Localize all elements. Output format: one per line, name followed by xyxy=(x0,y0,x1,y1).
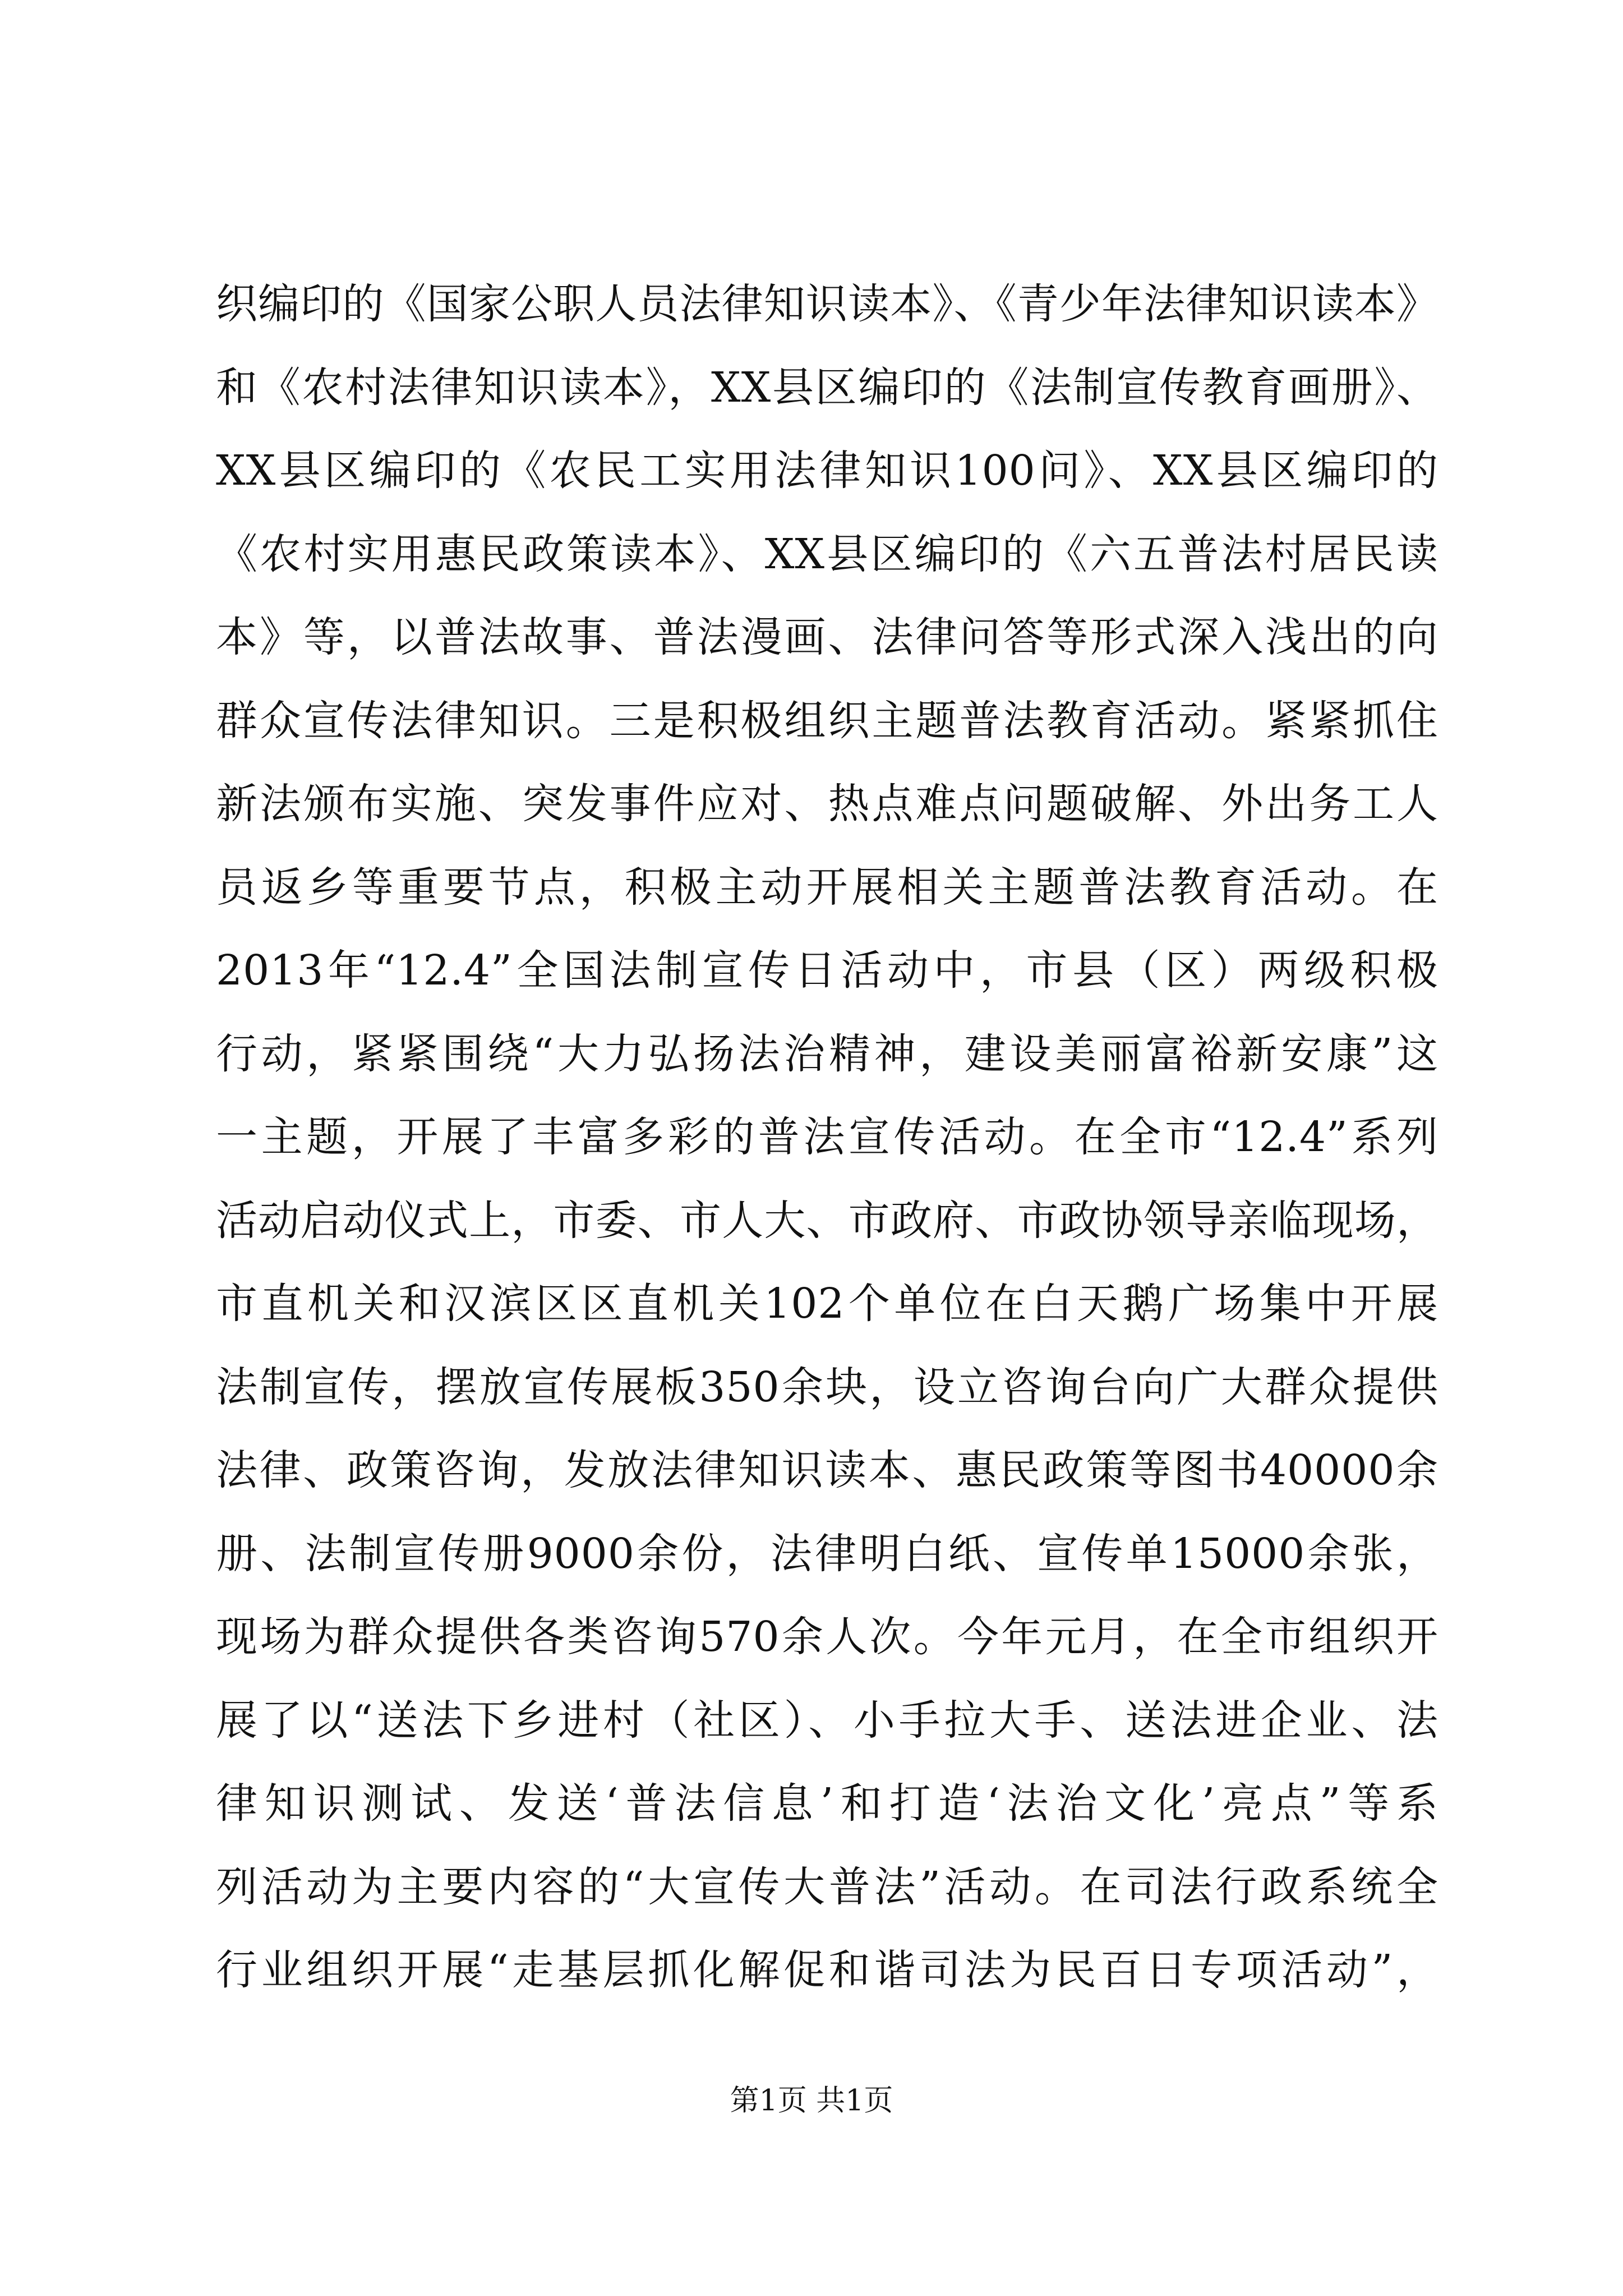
text-line: 和《农村法律知识读本》，XX县区编印的《法制宣传教育画册》、 xyxy=(216,363,1438,412)
text-line: 2013年“12.4”全国法制宣传日活动中，市县（区）两级积极 xyxy=(216,946,1438,995)
text-line: 列活动为主要内容的“大宣传大普法”活动。在司法行政系统全 xyxy=(216,1862,1438,1911)
text-line: 册、法制宣传册9000余份，法律明白纸、宣传单15000余张， xyxy=(216,1529,1438,1578)
text-line: XX县区编印的《农民工实用法律知识100问》、XX县区编印的 xyxy=(216,447,1438,495)
text-line: 展了以“送法下乡进村（社区）、小手拉大手、送法进企业、法 xyxy=(216,1696,1438,1745)
body-text xyxy=(216,263,1438,2012)
text-line: 行业组织开展“走基层抓化解促和谐司法为民百日专项活动”， xyxy=(216,1946,1438,1994)
text-line: 员返乡等重要节点，积极主动开展相关主题普法教育活动。在 xyxy=(216,863,1438,912)
text-line: 市直机关和汉滨区区直机关102个单位在白天鹅广场集中开展 xyxy=(216,1280,1438,1328)
text-line: 律知识测试、发送‘普法信息’和打造‘法治文化’亮点”等系 xyxy=(216,1779,1438,1828)
text-line: 法律、政策咨询，发放法律知识读本、惠民政策等图书40000余 xyxy=(216,1446,1438,1494)
text-line: 一主题，开展了丰富多彩的普法宣传活动。在全市“12.4”系列 xyxy=(216,1113,1438,1161)
text-line: 《农村实用惠民政策读本》、XX县区编印的《六五普法村居民读 xyxy=(216,530,1438,578)
text-line: 织编印的《国家公职人员法律知识读本》、《青少年法律知识读本》 xyxy=(216,280,1438,328)
text-line: 本》等，以普法故事、普法漫画、法律问答等形式深入浅出的向 xyxy=(216,613,1438,661)
text-line: 现场为群众提供各类咨询570余人次。今年元月，在全市组织开 xyxy=(216,1613,1438,1661)
text-line: 行动，紧紧围绕“大力弘扬法治精神，建设美丽富裕新安康”这 xyxy=(216,1029,1438,1078)
text-line: 群众宣传法律知识。三是积极组织主题普法教育活动。紧紧抓住 xyxy=(216,696,1438,745)
text-line: 活动启动仪式上，市委、市人大、市政府、市政协领导亲临现场， xyxy=(216,1196,1438,1245)
text-line: 法制宣传，摆放宣传展板350余块，设立咨询台向广大群众提供 xyxy=(216,1363,1438,1411)
text-line: 新法颁布实施、突发事件应对、热点难点问题破解、外出务工人 xyxy=(216,780,1438,828)
page-number-footer: 第1页 共1页 xyxy=(730,2084,893,2118)
